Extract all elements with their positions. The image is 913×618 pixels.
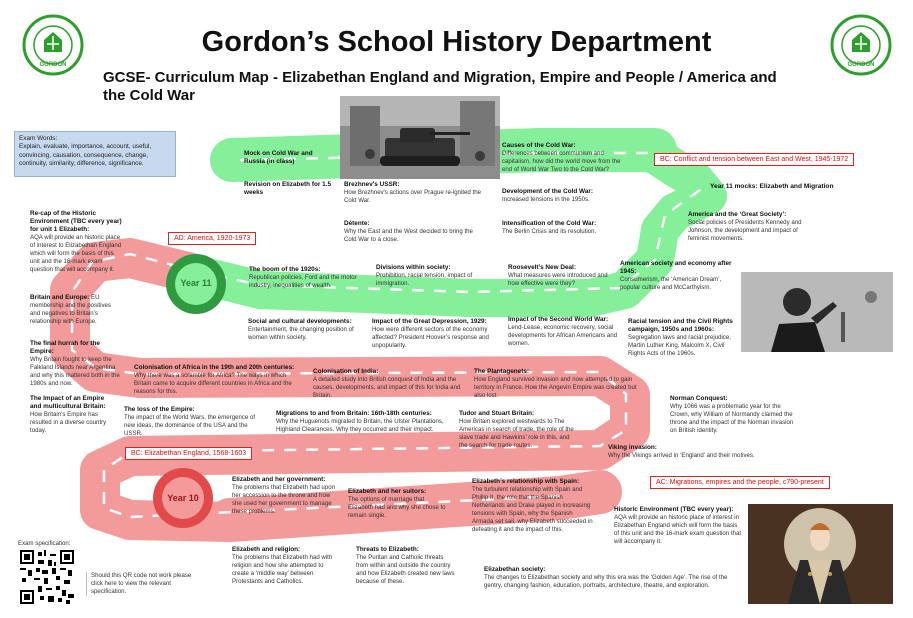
intensification-heading: Intensification of the Cold War:: [502, 220, 597, 227]
civil-rights-text: Segregation laws and racial prejudice, Martin Luther King, Malcolm X, Civil Rights Acts of the 1960s.: [628, 334, 731, 357]
recap-heading: Re-cap of the Historic Environment (TBC every year) for unit 1 Elizabeth:: [30, 210, 122, 233]
government-text: The problems that Elizabeth had upon her accession to the throne and how she used her government to manage these problems.: [232, 484, 335, 515]
year10-label: Year 10: [167, 493, 199, 503]
mock-cold-war: [244, 150, 334, 166]
colonisation-africa-heading: Colonisation of Africa in the 19th and 20th centuries:: [134, 364, 295, 371]
viking-heading: Viking invasion:: [608, 444, 657, 451]
brezhnev-text: How Brezhnev's actions over Prague re-ignited the Cold War.: [344, 189, 481, 204]
social-cultural-heading: Social and cultural developments:: [248, 318, 352, 325]
plantagenets-heading: The Plantagenets:: [474, 368, 530, 375]
elizabethan-society-heading: Elizabethan society:: [484, 566, 546, 573]
ww2-topic: [508, 316, 618, 348]
causes-text: Differences between communism and capitalism, how did the world move from the end of World War Two to the Cold War?: [502, 150, 621, 173]
migrations-heading: Migrations to and from Britain: 16th-18th centuries:: [276, 410, 432, 417]
exam-words-heading: Exam Words:: [19, 135, 58, 142]
spec-link-text[interactable]: Should this QR code not work please click here to view the relevant specification.: [86, 572, 201, 596]
development-heading: Development of the Cold War:: [502, 188, 594, 195]
mock-cold-war-text: Mock on Cold War and Russia (in class): [244, 150, 313, 165]
elizabeth-portrait: [748, 504, 893, 604]
recap-historic-environment: [30, 210, 122, 274]
depression-topic: [372, 318, 494, 350]
society-economy-text: Consumerism, the ‘American Dream’, popular culture and McCarthyism.: [620, 276, 722, 291]
brezhnev-topic: [344, 181, 494, 205]
tudor-stuart-text: How Britain explored westwards to The Americas in search of trade, the role of the slave trade and Hawkins’ role in this, and the search for trade routes.: [459, 418, 574, 449]
depression-heading: Impact of the Great Depression, 1929:: [372, 318, 487, 325]
colonisation-india-topic: [313, 368, 473, 400]
boom-text: Republican policies, Ford and the motor industry, inequalities of wealth.: [249, 274, 357, 289]
plantagenets-topic: [474, 368, 642, 400]
intensification-topic: [502, 220, 632, 236]
svg-text:GORDON: GORDON: [847, 62, 875, 68]
great-society-text: Social policies of Presidents Kennedy and Johnson, the development and impact of feminist movements.: [688, 219, 802, 242]
spain-topic: [472, 478, 594, 534]
depression-text: How were different sectors of the economy affected? President Hoover’s response and unpopularity.: [372, 326, 489, 349]
new-deal-topic: [508, 264, 613, 288]
brezhnev-heading: Brezhnev's USSR:: [344, 181, 400, 188]
suitors-heading: Elizabeth and her suitors:: [348, 488, 427, 495]
historic-environment-topic: [614, 506, 744, 546]
social-cultural-text: Entertainment, the changing position of women within society.: [248, 326, 354, 341]
impact-empire-text: How Britain’s Empire has resulted in a diverse country today.: [30, 411, 107, 434]
great-society-heading: America and the ‘Great Society’:: [688, 211, 787, 218]
detente-topic: [344, 220, 474, 244]
viking-text: Why the Vikings arrived in ‘England’ and their motives.: [608, 452, 755, 459]
loss-empire-text: The impact of the World Wars, the emergence of new ideas, the dominance of the USA and the USSR.: [124, 414, 256, 437]
final-hurrah-text: Why Britain fought to keep the Falkland Islands near Argentina and why this mattered both in the 1980s and now.: [30, 356, 120, 387]
elizabethan-society-topic: [484, 566, 739, 590]
ww2-heading: Impact of the Second World War:: [508, 316, 609, 323]
prague-tank-photo: [340, 96, 500, 179]
svg-text:GORDON: GORDON: [39, 62, 67, 68]
divisions-heading: Divisions within society:: [376, 264, 451, 271]
colonisation-africa-text: Why there was a scramble for Africa? The ways in which Britain came to acquire different countries in Africa and the reasons for this.: [134, 372, 292, 395]
school-crest-right: [830, 14, 892, 76]
historic-environment-text: AQA will provide an historic place of interest in Elizabethan England which will form the basis of this unit and the 16-mark exam question that will accompany it.: [614, 514, 742, 545]
suitors-topic: [348, 488, 448, 520]
tank-illustration: [340, 96, 500, 179]
threats-topic: [356, 546, 456, 586]
government-heading: Elizabeth and her government:: [232, 476, 326, 483]
elizabethan-society-text: The changes to Elizabethan society and why this era was the ‘Golden Age’. The rise of the gentry, changing fashion, education, portraits, architecture, theatre, and exploration.: [484, 574, 728, 589]
unit-elizabeth-label: BC: Elizabethan England, 1568-1603: [125, 447, 252, 460]
unit-migration-label: AC: Migrations, empires and the people, c790-present: [650, 476, 830, 489]
society-economy-topic: [620, 260, 738, 292]
religion-text: The problems that Elizabeth had with religion and how she attempted to create a ‘middle way’ between Protestants and Catholics.: [232, 554, 333, 585]
norman-text: Why 1066 was a problematic year for the Crown, why William of Normandy claimed the throne and the impact of the Norman invasion on British identity.: [670, 403, 794, 434]
year11-label: Year 11: [180, 278, 212, 288]
spain-heading: Elizabeth’s relationship with Spain:: [472, 478, 579, 485]
recap-text: AQA will provide an historic place of interest to Elizabethan England which will form the basis of this unit and the 16-mark exam question that will accompany it.: [30, 234, 122, 273]
tudor-stuart-heading: Tudor and Stuart Britain:: [459, 410, 535, 417]
new-deal-heading: Roosevelt’s New Deal:: [508, 264, 576, 271]
speaker-illustration: [741, 272, 893, 352]
final-hurrah-topic: [30, 340, 122, 388]
tudor-stuart-topic: [459, 410, 579, 450]
civil-rights-heading: Racial tension and the Civil Rights campaign, 1950s and 1960s:: [628, 318, 733, 333]
boom-heading: The boom of the 1920s:: [249, 266, 321, 273]
exam-words-text: Explain, evaluate, importance, account, useful, convincing, causation, consequence, change, continuity, similarity, difference, significance.: [19, 143, 152, 168]
unit-america-label: AD: America, 1920-1973: [168, 232, 256, 245]
detente-text: Why the East and the West decided to bring the Cold War to a close.: [344, 228, 473, 243]
colonisation-africa-topic: [134, 364, 304, 396]
britain-europe-heading: Britain and Europe:: [30, 294, 90, 301]
government-topic: [232, 476, 340, 516]
page-title: Gordon’s School History Department: [201, 26, 712, 58]
divisions-text: Prohibition, racial tension, impact of immigration.: [376, 272, 473, 287]
colonisation-india-heading: Colonisation of India:: [313, 368, 379, 375]
boom-topic: [249, 266, 361, 290]
civil-rights-photo: [741, 272, 893, 352]
britain-europe-text: EU membership and the positives and negatives to Britain’s relationship with Europe.: [30, 294, 111, 325]
causes-topic: [502, 142, 632, 174]
divisions-topic: [376, 264, 486, 288]
final-hurrah-heading: The final hurrah for the Empire:: [30, 340, 100, 355]
exam-words-box: [14, 131, 176, 177]
portrait-illustration: [748, 504, 893, 604]
plantagenets-text: How England survived invasion and now attempted to gain territory in France. How the Angevin Empire was created but also lost.: [474, 376, 637, 399]
suitors-text: The options of marriage that Elizabeth had and why she chose to remain single.: [348, 496, 446, 519]
school-crest-left: [22, 14, 84, 76]
causes-heading: Causes of the Cold War:: [502, 142, 576, 149]
norman-topic: [670, 395, 800, 435]
spain-text: The turbulent relationship with Spain and Phillip II, the role that the Spanish Netherlands and Drake played in increasing tensions with Spain, why the Spanish Armada set sail, why Elizabeth succeeded in defeating it and the impact of this.: [472, 486, 593, 533]
threats-text: The Puritan and Catholic threats from within and outside the country and how Elizabeth created new laws because of these.: [356, 554, 455, 585]
civil-rights-topic: [628, 318, 742, 358]
social-cultural-topic: [248, 318, 360, 342]
migrations-text: Why the Huguenots migrated to Britain, the Ulster Plantations, Highland Clearances. Why they occurred and their impact.: [276, 418, 444, 433]
unit-cold-war-label: BC: Conflict and tension between East and West, 1945-1972: [654, 153, 854, 166]
impact-empire-heading: The Impact of an Empire and multicultural Britain:: [30, 395, 106, 410]
impact-empire-topic: [30, 395, 112, 435]
threats-heading: Threats to Elizabeth:: [356, 546, 419, 553]
norman-heading: Norman Conquest:: [670, 395, 728, 402]
loss-empire-topic: [124, 406, 264, 438]
society-economy-heading: American society and economy after 1945:: [620, 260, 732, 275]
detente-heading: Détente:: [344, 220, 370, 227]
spec-label: Exam specification:: [18, 540, 71, 547]
page-subtitle: GCSE- Curriculum Map - Elizabethan England and Migration, Empire and People / America and the Cold War: [103, 69, 777, 104]
loss-empire-heading: The loss of the Empire:: [124, 406, 195, 413]
development-topic: [502, 188, 632, 204]
development-text: Increased tensions in the 1950s.: [502, 196, 590, 203]
year11-mocks-note: Year 11 mocks: Elizabeth and Migration: [710, 183, 834, 190]
spec-qr-code[interactable]: [18, 548, 76, 606]
revision-elizabeth-text: Revision on Elizabeth for 1.5 weeks: [244, 181, 332, 196]
ww2-text: Lend-Lease, economic recovery, social developments for African Americans and women.: [508, 324, 618, 347]
revision-elizabeth: [244, 181, 336, 197]
new-deal-text: What measures were introduced and how effective were they?: [508, 272, 608, 287]
colonisation-india-text: A detailed study into British conquest of India and the causes, developments, and impact of this for India and Britain.: [313, 376, 461, 399]
religion-heading: Elizabeth and religion:: [232, 546, 301, 553]
great-society-topic: [688, 211, 806, 243]
religion-topic: [232, 546, 342, 586]
historic-environment-heading: Historic Environment (TBC every year):: [614, 506, 734, 513]
viking-topic: [608, 444, 783, 460]
migrations-topic: [276, 410, 444, 434]
intensification-text: The Berlin Crisis and its resolution.: [502, 228, 597, 235]
britain-europe-topic: [30, 294, 122, 326]
